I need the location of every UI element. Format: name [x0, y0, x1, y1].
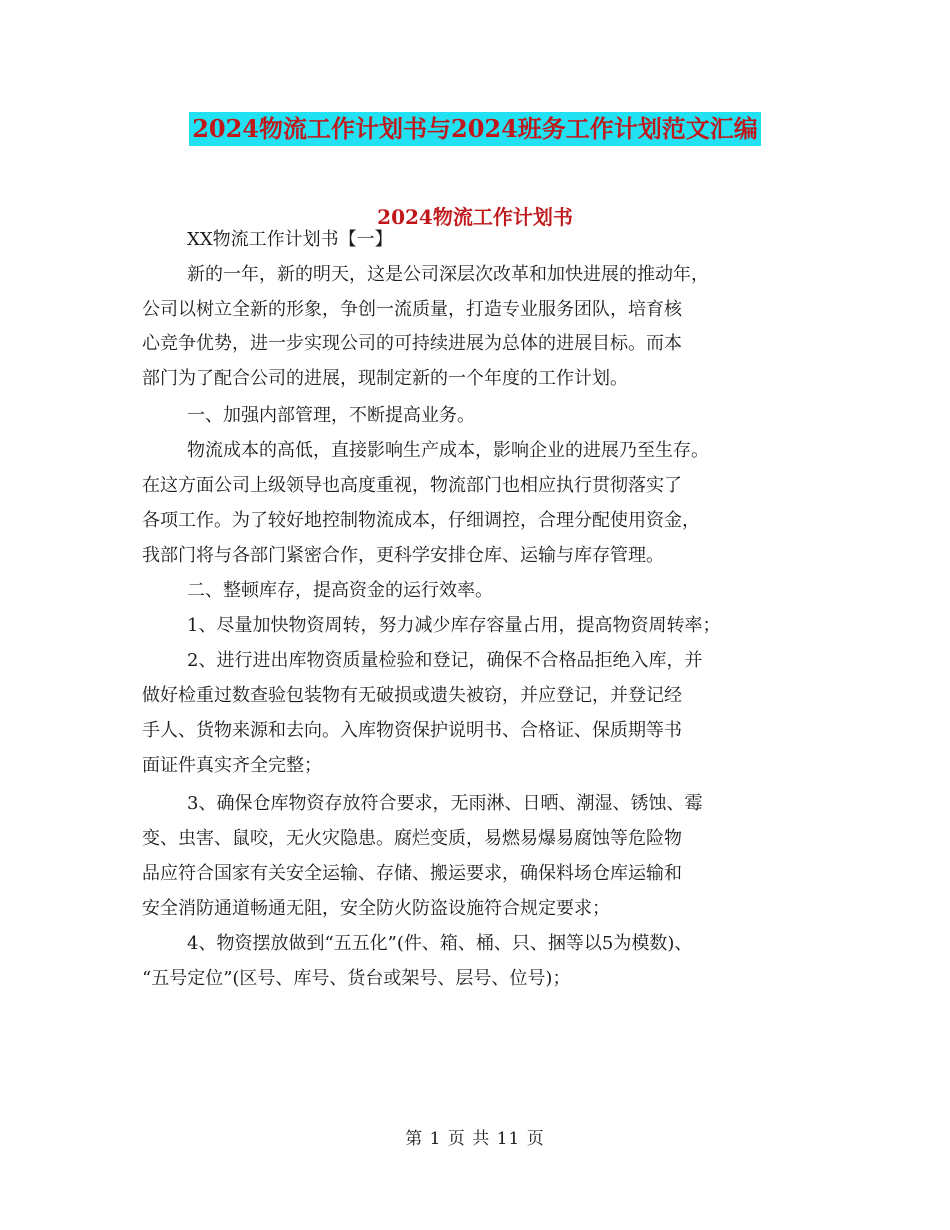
paragraph-line: 新的一年，新的明天，这是公司深层次改革和加快进展的推动年，	[187, 264, 709, 285]
paragraph-line: 手人、货物来源和去向。入库物资保护说明书、合格证、保质期等书	[142, 720, 682, 741]
paragraph-line: 二、整顿库存，提高资金的运行效率。	[187, 580, 493, 601]
paragraph-line: 在这方面公司上级领导也高度重视，物流部门也相应执行贯彻落实了	[142, 475, 682, 496]
paragraph-line: 我部门将与各部门紧密合作，更科学安排仓库、运输与库存管理。	[142, 545, 664, 566]
document-title: 2024物流工作计划书与2024班务工作计划范文汇编	[189, 112, 761, 146]
paragraph-line: 面证件真实齐全完整；	[142, 755, 322, 776]
paragraph-line: 各项工作。为了较好地控制物流成本，仔细调控，合理分配使用资金，	[142, 510, 700, 531]
section-title: 2024物流工作计划书	[377, 205, 573, 229]
paragraph-line: 2、进行进出库物资质量检验和登记，确保不合格品拒绝入库，并	[187, 650, 703, 671]
paragraph-line: 一、加强内部管理，不断提高业务。	[187, 405, 475, 426]
document-title-wrapper	[0, 112, 950, 146]
paragraph-line: 1、尽量加快物资周转，努力减少库存容量占用，提高物资周转率；	[187, 615, 721, 636]
paragraph-line: 3、确保仓库物资存放符合要求，无雨淋、日晒、潮湿、锈蚀、霉	[187, 793, 703, 814]
paragraph-line: 公司以树立全新的形象，争创一流质量，打造专业服务团队，培育核	[142, 299, 682, 320]
page-number-footer: 第 1 页 共 11 页	[405, 1129, 545, 1149]
paragraph-line: 物流成本的高低，直接影响生产成本，影响企业的进展乃至生存。	[187, 440, 709, 461]
paragraph-line: 心竞争优势，进一步实现公司的可持续进展为总体的进展目标。而本	[142, 333, 682, 354]
paragraph-line: 4、物资摆放做到“五五化”(件、箱、桶、只、捆等以5为模数)、	[187, 933, 693, 954]
paragraph-line: 部门为了配合公司的进展，现制定新的一个年度的工作计划。	[142, 368, 628, 389]
paragraph-heading: XX物流工作计划书【一】	[187, 229, 393, 250]
paragraph-line: 安全消防通道畅通无阻，安全防火防盗设施符合规定要求；	[142, 898, 610, 919]
paragraph-line: 品应符合国家有关安全运输、存储、搬运要求，确保料场仓库运输和	[142, 863, 682, 884]
paragraph-line: 变、虫害、鼠咬，无火灾隐患。腐烂变质，易燃易爆易腐蚀等危险物	[142, 828, 682, 849]
paragraph-line: “五号定位”(区号、库号、货台或架号、层号、位号)；	[142, 968, 571, 989]
paragraph-line: 做好检重过数查验包装物有无破损或遗失被窃，并应登记，并登记经	[142, 685, 682, 706]
